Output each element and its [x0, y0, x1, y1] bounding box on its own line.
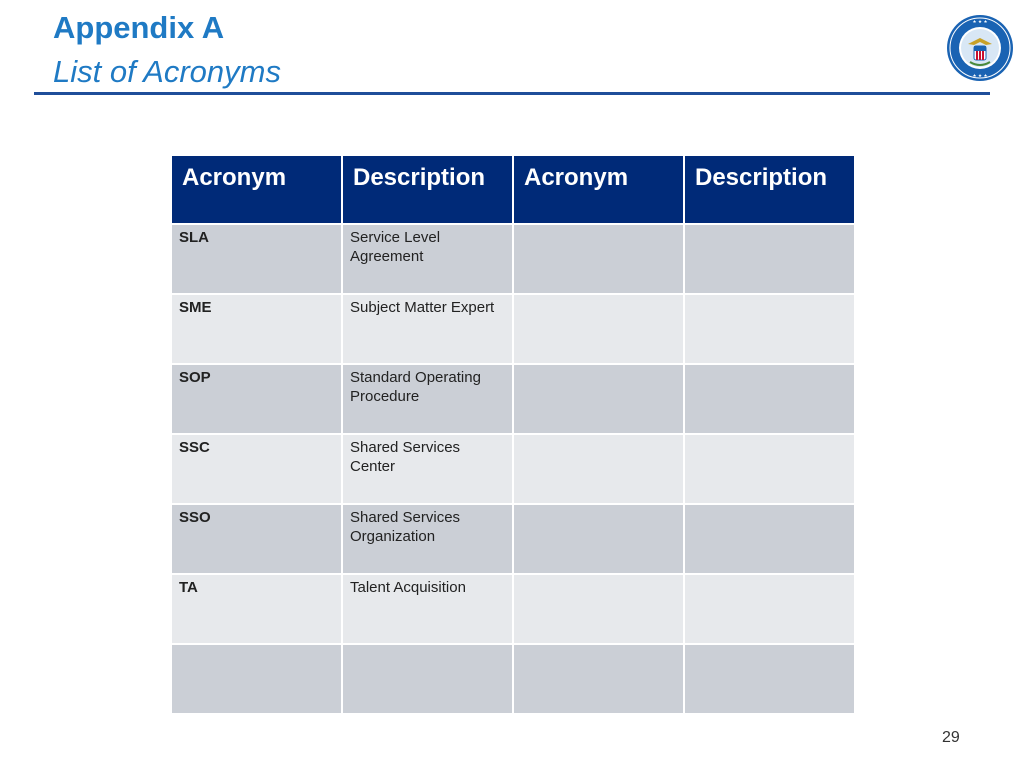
- slide-subtitle: List of Acronyms: [53, 54, 281, 89]
- header-description-2: Description: [684, 156, 855, 224]
- acronyms-table: [170, 156, 856, 715]
- acronym-cell: SME: [171, 294, 342, 364]
- acronym-cell: [171, 644, 342, 714]
- description-cell: [342, 644, 513, 714]
- page-number: 29: [942, 729, 960, 746]
- description-cell: [684, 364, 855, 434]
- description-cell: Subject Matter Expert: [342, 294, 513, 364]
- description-cell: Shared Services Center: [342, 434, 513, 504]
- svg-text:★ ★ ★: ★ ★ ★: [972, 74, 988, 79]
- acronym-cell: [513, 574, 684, 644]
- acronym-cell: [513, 434, 684, 504]
- header-acronym-1: Acronym: [171, 156, 342, 224]
- description-cell: [684, 504, 855, 574]
- description-cell: Shared Services Organization: [342, 504, 513, 574]
- acronym-cell: [513, 224, 684, 294]
- description-cell: Talent Acquisition: [342, 574, 513, 644]
- table-row: [171, 644, 855, 714]
- acronym-cell: [513, 364, 684, 434]
- table-header-row: [171, 156, 855, 224]
- svg-text:★ ★ ★: ★ ★ ★: [972, 20, 988, 25]
- description-cell: [684, 434, 855, 504]
- header-acronym-2: Acronym: [513, 156, 684, 224]
- acronym-cell: SSO: [171, 504, 342, 574]
- acronym-cell: [513, 644, 684, 714]
- acronym-cell: SSC: [171, 434, 342, 504]
- description-cell: Service Level Agreement: [342, 224, 513, 294]
- department-of-commerce-seal-icon: [946, 14, 1014, 82]
- header-rule: [34, 92, 990, 95]
- acronym-cell: SOP: [171, 364, 342, 434]
- table-row: [171, 294, 855, 364]
- description-cell: Standard Operating Procedure: [342, 364, 513, 434]
- slide-title: Appendix A: [53, 10, 225, 45]
- acronym-cell: SLA: [171, 224, 342, 294]
- description-cell: [684, 294, 855, 364]
- description-cell: [684, 574, 855, 644]
- acronym-cell: [513, 294, 684, 364]
- table-row: [171, 224, 855, 294]
- description-cell: [684, 644, 855, 714]
- header-description-1: Description: [342, 156, 513, 224]
- description-cell: [684, 224, 855, 294]
- table-row: [171, 364, 855, 434]
- acronym-cell: TA: [171, 574, 342, 644]
- table-row: [171, 574, 855, 644]
- table-row: [171, 434, 855, 504]
- acronym-cell: [513, 504, 684, 574]
- table-row: [171, 504, 855, 574]
